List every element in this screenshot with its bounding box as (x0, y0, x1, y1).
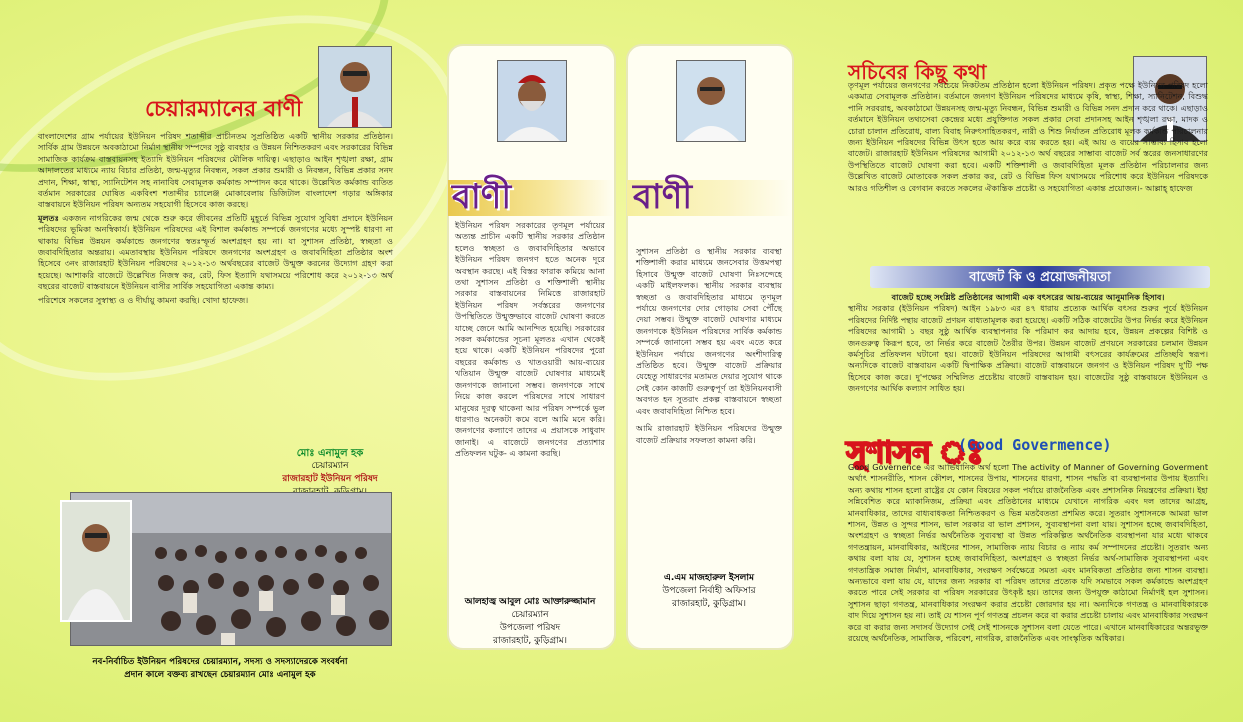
sushasan-english-title: (Good Govermence) (958, 436, 1112, 454)
upazila-chairman-signature (450, 596, 610, 648)
budget-text: স্থানীয় সরকার (ইউনিয়ন পরিষদ) আইন ১৯৮৩ এর ৪৭ ধারায় প্রত্যেক আর্থিক বৎসর শুরুর পূর্বে ইউনিয়ন পরিষদের নির্দিষ্ট পন্থায় বাজেট প্রণয়ন বাধ্যতামূলক করা হয়েছে। একটি সঠিক বাজেটের উপর নির্ভর করে ইউনিয়ন পরিষদের আগামী ১ বছর সুষ্ঠু আর্থিক ব্যবস্থাপনার কি পরিমাণ কর আদায় হবে, উন্নয়ন প্রকল্পের বিশিষ্ট ও জনগুরুত্ব কিরূপ হবে, তা নির্ভর করে বাজেট তৈরীর উপর। উন্নয়ন বাজেট প্রণয়নে সরকারের চলমান উন্নয়ন কর্মসূচির প্রতিফলন ঘটানো হয়। বাজেট ইউনিয়ন পরিষদের আগামী বৎসরের কার্যক্রমের প্রতিচ্ছবি স্বরূপ। অন্যদিকে বাজেট বাস্তবায়ন একটি দ্বিপাক্ষিক প্রক্রিয়া। বাজেট বাস্তবায়নে জনগণ ও ইউনিয়ন পরিষদ দু'টি পক্ষ হিসেবে কাজ করে। দু'পক্ষের সম্মিলিত প্রচেষ্টায় বাজেট বাস্তবায়ন হয়। বাজেটের সুষ্ঠু বাস্তবায়নে ইউনিয়ন ও জনগণের আর্থিক কল্যাণ সাধিত হয়। (848, 303, 1208, 394)
upazila-chairman-org: উপজেলা পরিষদ (499, 623, 561, 633)
upazila-chairman-photo (497, 60, 567, 142)
upazila-chairman-message-text: ইউনিয়ন পরিষদ সরকারের তৃণমূল পর্যায়ের অত্যন্ত প্রাচীন একটি স্থানীয় সরকার প্রতিষ্ঠান হলেও স্বচ্ছতা ও জবাবদিহিতার অভাবে ইউনিয়ন পরিষদ জনগণ হতে অনেক দূরে অবস্থান করছে। এই বিস্তর ফারাক কমিয়ে আনা তথা সুশাসন প্রতিষ্ঠা ও শক্তিশালী স্থানীয় সরকার বাস্তবায়নের নিমিত্তে রাজারহাট ইউনিয়ন পরিষদ সর্বস্তরের জনগণের উপস্থিতিতে উন্মুক্তভাবে বাজেট ঘোষণা করতে যাচ্ছে জেনে আমি আনন্দিত হয়েছি। সরকারের সকল কর্মকান্ডের সূচনা মূলতঃ এখান থেকেই হয়ে থাকে। একটি ইউনিয়ন পরিষদের পুরো বছরের কর্মকান্ড ও খাতওয়ারী আয়-ব্যয়ের খতিয়ান উন্মুক্ত বাজেট ঘোষণার মাধ্যমেই জনগণকে জানানো সম্ভব। জনগণকে সাথে নিয়ে কাজ করলে পরিষদের সাথে সাধারণ মানুষের দূরত্ব থাকেনা আর পরিষদ সম্পর্কে ভুল ধারণাও অনেকটা কমে বলে আমি মনে করি। জনগণের কল্যাণে তাদের এ প্রয়াসকে সাধুবাদ জানাই। এ বাজেটে জনগণের প্রত্যাশার প্রতিফলন ঘটুক- এ কামনা করছি। (455, 220, 605, 459)
uno-name: এ.এম মাজহারুল ইসলাম (664, 573, 754, 583)
chairman-message-title: চেয়ারম্যানের বাণী (145, 96, 303, 122)
budget-heading: বাজেট কি ও প্রয়োজনীয়তা (969, 270, 1111, 285)
uno-signature (630, 572, 788, 611)
uno-message-text-2: আমি রাজারহাট ইউনিয়ন পরিষদের উন্মুক্ত বাজেট প্রক্রিয়ার সফলতা কামনা করি। (636, 423, 782, 445)
upazila-chairman-place: রাজারহাট, কুড়িগ্রাম। (493, 636, 567, 646)
upazila-chairman-name: আলহাজ্ব আবুল মোঃ আক্তারুজ্জামান (464, 597, 596, 607)
chairman-paragraph-2-lead: মূলতঃ (38, 212, 59, 223)
uno-photo (676, 60, 746, 142)
upazila-chairman-role: চেয়ারম্যান (511, 610, 549, 620)
secretary-title: সচিবের কিছু কথা (848, 60, 987, 84)
chairman-org: রাজারহাট ইউনিয়ন পরিষদ (282, 474, 378, 484)
chairman-inset-photo (60, 500, 132, 622)
caption-line-2: প্রদান কালে বক্তব্য রাখছেন চেয়ারম্যান মোঃ এনামুল হক (124, 670, 316, 680)
bani-title-2: বাণী (633, 177, 693, 217)
secretary-text: তৃণমূল পর্যায়ের জনগণের সবচেয়ে নিকটতম প্রতিষ্ঠান হলো ইউনিয়ন পরিষদ। প্রকৃত পক্ষে ইউনিয়ন পরিষদ হলো একমাত্র সেবামূলক প্রতিষ্ঠান। বর্তমানে জনগণ ইউনিয়ন পরিষদের মাধ্যমে কৃষি, স্বাস্থ্য, শিক্ষা, স্যানিটেশন, বিশুদ্ধ পানি সরবরাহ, অবকাঠামো উন্নয়নসহ জন্ম-মৃত্যু নিবন্ধন, বিভিন্ন শুমারী ও বিভিন্ন সনদ প্রদান করে থাকে। এছাড়াও বর্তমানে ইউনিয়ন তথ্যসেবা কেন্দ্রের মধ্যে প্রযুক্তিগত সকল প্রকার সেবা প্রদানসহ আইন শৃঙ্খলা রক্ষা, মাদক ও চোরা চালান প্রতিরোধ, বাল্য বিবাহ নিরুৎসাহিতকরণ, নারী ও শিশু নির্যাতন প্রতিরোধ মূলক কর্মকান্ড পরিচালনার জন্য ইউনিয়ন পরিষদের বিভিন্ন উৎস হতে আয় করে ব্যয় করতে হয়। এই আয় ও ব্যয়ের সাম্ভাব্য হিসাব হলো বাজেট। রাজারহাট ইউনিয়ন পরিষদের আগামী ২০১২-১৩ অর্থ বছরের সাম্ভাব্য বাজেট সর্ব স্তরের জনসাধারণের উপস্থিতিতে বাজেট ঘোষণা করা হবে। একটি শক্তিশালী ও জবাবদিহিতা মূলক প্রতিষ্ঠান পরিচালনার জন্য উল্লেখিত বাজেট মোতাবেক সকল প্রকার কর, রেট ও বিভিন্ন ফিস যথাসময়ে পরিশোধ করে ইউনিয়ন পরিষদকে আরও গতিশীল ও বেগবান করতে সকলের ঐকান্তিক প্রচেষ্টা ও সহযোগিতা একান্ত প্রয়োজন।- আল্লাহ্ হাফেজ (848, 80, 1208, 193)
chairman-paragraph-2-body: একজন নাগরিকের জন্ম থেকে শুরু করে জীবনের প্রতিটি মুহূর্তে বিভিন্ন সুযোগ সুবিধা প্রদানে ইউনিয়ন পরিষদের ভূমিকা অনস্বিকার্য। ইউনিয়ন পরিষদের এই বিশাল কর্মকান্ড সম্পর্কে জনগণের মধ্যে সুস্পষ্ট ধারণা না থাকায় বিভিন্ন উন্নয়ন কর্মকান্ডে জনগণের স্বতঃস্ফূর্ত অংশগ্রহণ হয় না। যা সুশাসন প্রতিষ্ঠা, স্বচ্ছতা ও জবাবদিহিতার অন্তরায়। এমতাবস্থায় ইউনিয়ন পরিষদে জনগণের অংশগ্রহণ ও জবাবদিহিতা প্রতিষ্ঠার অংশ হিসেবে ৩নং রাজারহাট ইউনিয়ন পরিষদের ২০১২-১৩ অর্থবছরের বাজেট উন্মুক্ত করনের উদ্যোগ গ্রহণ করা হয়েছে। আশাকরি বাজেটে উল্লেখিত নিজস্ব কর, রেট, ফিস ইত্যাদি যথাসময়ে পরিশোধ করে ২০১২-১৩ অর্থ বছরের বাজেট বাস্তবায়নে ইউনিয়ন বাসীর সার্বিক সহযোগিতা একান্ত কাম্য। (38, 212, 393, 292)
chairman-role: চেয়ারম্যান (311, 461, 349, 471)
uno-message-text: সুশাসন প্রতিষ্ঠা ও স্থানীয় সরকার ব্যবস্থা শক্তিশালী করার মাধ্যমে জনসেবার উত্তমপন্থা হিসাবে উন্মুক্ত বাজেট ঘোষণা নিঃসন্দেহে একটি মাইলফলক। স্থানীয় সরকার ব্যবস্থায় স্বচ্ছতা ও জবাবদিহিতার মাধ্যমে তৃণমূল পর্যায়ে জনগণের দোর গোড়ায় সেবা পৌঁছে দেয়া সম্ভব। উন্মুক্ত বাজেট ঘোষণার মাধ্যমে জনগণকে ইউনিয়ন পরিষদের সার্বিক কর্মকান্ড সম্পর্কে জানানো সম্ভব হয় এবং এতে করে ইউনিয়ন পর্যায়ে জনগণের অংশীদারিত্ব প্রতিষ্ঠিত হবে। উন্মুক্ত বাজেট প্রক্রিয়ার যেহেতু সাধারণের মতামত দেয়ার সুযোগ থাকে সেই কোন কাজটি গুরুত্বপূর্ণ তা ইউনিয়নবাসী অবগত হন সুতরাং প্রকল্প বাস্তবায়নে স্বচ্ছতা এবং জবাবদিহিতা নিশ্চিত হবে। (636, 246, 783, 416)
chairman-photo (318, 46, 392, 128)
chairman-paragraph-3: পরিশেষে সকলের সুস্বাস্থ্য ও ও দীর্ঘায়ু কামনা করছি। খোদা হাফেজ। (38, 294, 249, 305)
chairman-name: মোঃ এনামুল হক (296, 448, 364, 459)
budget-lead: বাজেট হচ্ছে সংশ্লিষ্ট প্রতিষ্ঠানের আগামী এক বৎসরের আয়-ব্যয়ের আনুমানিক হিসাব। (891, 292, 1165, 302)
uno-role: উপজেলা নির্বাহী অফিসার (662, 586, 756, 596)
caption-line-1: নব-নির্বাচিত ইউনিয়ন পরিষদের চেয়ারম্যান, সদস্য ও সদস্যাদেরকে সংবর্ধনা (92, 657, 348, 667)
chairman-paragraph-2 (38, 213, 393, 293)
sushasan-text: Good Governence এর আভিধানিক অর্থ হলো The activity of Manner of Governing Goverment অর্থাৎ শাসনরীতি, শাসন কৌশল, শাসনের উপায়, শাসনের ধারণা, শাসন পদ্ধতি বা ব্যবস্থাপনার উপায় ইত্যাদি। অন্য কথায় শাসন হলো রাষ্ট্রের যে কোন বিষয়ের সকল পর্যায়ে রাজনৈতিক এবং প্রশাসনিক নিয়ন্ত্রণের প্রক্রিয়া। ইহা সন্নিবেশিত করে ম্যাকানিজম, প্রক্রিয়া এবং প্রতিষ্ঠানের মাধ্যমে যেখানে নাগরিক এবং দল তাদের আগ্রহ, মানবাধিকার, তাদের বাধ্যবাধকতা নিশ্চিতকরণ ও ভিন্ন মতবৈততা প্রশমিত করে। সুতরাং সুশাসনকে আমরা ভাল শাসন, উন্নত ও সুন্দর শাসন, ভাল সরকার বা ভাল প্রশাসন, সুব্যবস্থাপনা বলা যায়। সুশাসন হচ্ছে জবাবদিহিতা, অংশগ্রহণ ও স্বচ্ছতা নির্ভর অর্থনৈতিক সুব্যবস্থা বা উন্নত পরিকল্পিত অর্থনৈতিক ব্যবস্থাপনা যার মধ্যে থাকবে গণতন্ত্রায়ন, মানবাধিকার, আইনের শাসন, সামাজিক ন্যায় বিচার ও ন্যায় কর্ম সম্পাদনের প্রচেষ্টা। সুতরাং অন্য কথায় বলা যায় যে, সুশাসন হচ্ছে জবাবদিহিতা, অংশগ্রহণ ও স্বচ্ছতা নির্ভর অর্থ-সামাজিক সুব্যবস্থাপনা এবং গণতান্ত্রিক সমাজ নির্মাণ, মানবাধিকার, সংরক্ষণ সর্বক্ষেত্রে সমতা এবং মানবিকতা প্রতিষ্ঠার জন্য শাসন ব্যবস্থা। অন্যভাবে বলা যায় যে, যাদের জন্য সরকার বা পরিষদ তাদের প্রত্যেক যদি সমভাবে সকল কর্মকান্ডে অংশগ্রহণ করতে পারে সেই সরকার বা পরিষদ সরকারের উৎকৃষ্ট হয়। তাদের জন্য উপযুক্ত কাঠামো নির্মাণই হল সুশাসন। সুশাসন ছাড়া গণতন্ত্র, মানবাধিকার সংরক্ষণ করার প্রচেষ্টা জোরদার হয় না। অন্যদিকে গণতন্ত্র ও মানবাধিকারকে বাদ দিয়ে সুশাসন হয় না। তাই যে শাসন পূর্ণ গণতন্ত্র প্রচলন করে বা করার প্রচেষ্টা চালায় এবং মানবাধিকার সংরক্ষণ করে বা করার জন্য সদাসর্ব উদ্যোগ সেই সেই শাসনকে সুশাসন বলা যেতে পারে। এখানে মানবাধিকারের অন্তরভুক্ত রয়েছে অর্থনৈতিক, সামাজিক, পরিবেশ, নাগরিক, রাজনৈতিক এবং সাংস্কৃতিক অধিকার। (848, 462, 1208, 644)
uno-place: রাজারহাট, কুড়িগ্রাম। (672, 599, 746, 609)
chairman-paragraph-1: বাংলাদেশের গ্রাম পর্যায়ের ইউনিয়ন পরিষদ শতাব্দীর প্রাচীনতম সুপ্রতিষ্ঠিত একটি স্থানীয় সরকার প্রতিষ্ঠান। সার্বিক গ্রাম উন্নয়নে অবকাঠামো নির্মাণ স্থানীয় সম্পদের সুষ্ঠু ব্যবহার ও উন্নয়ন নিশ্চিতকরণ এবং সরকারের বিভিন্ন সামাজিক কার্যক্রম বাস্তবায়নসহ ইত্যাদি ইউনিয়ন পরিষদের মৌলিক দায়িত্ব। এছাড়াও আইন শৃঙ্খলা রক্ষা, গ্রাম আদালতের মাধ্যমে ন্যায় বিচার প্রতিষ্ঠা, জন্ম-মৃত্যুর নিবন্ধন, সকল প্রকার শুমারী ও নিবন্ধন, বিভিন্ন প্রকার সনদ প্রদান, শিক্ষা, স্বাস্থ্য, স্যানিটেশন সহ নানাবিধ সেবামূলক কর্মকান্ড সম্পাদন করে থাকে। উল্লেখিত কর্মকান্ড ব্যতিত বর্তমান সরকারের ঘোষিত একবিংশ শতাব্দীর চ্যালেঞ্জ মোকাবেলায় ডিজিটাল বাংলাদেশ গড়ার অঙ্গিকার বাস্তবায়নে ইউনিয়ন পরিষদ অন্যতম সহযোগী হিসেবে কাজ করছে। (38, 131, 393, 210)
bani-title-1: বাণী (452, 177, 512, 217)
crowd-photo-caption (40, 656, 400, 682)
sushasan-title: সুশাসন ঃ (846, 435, 983, 470)
